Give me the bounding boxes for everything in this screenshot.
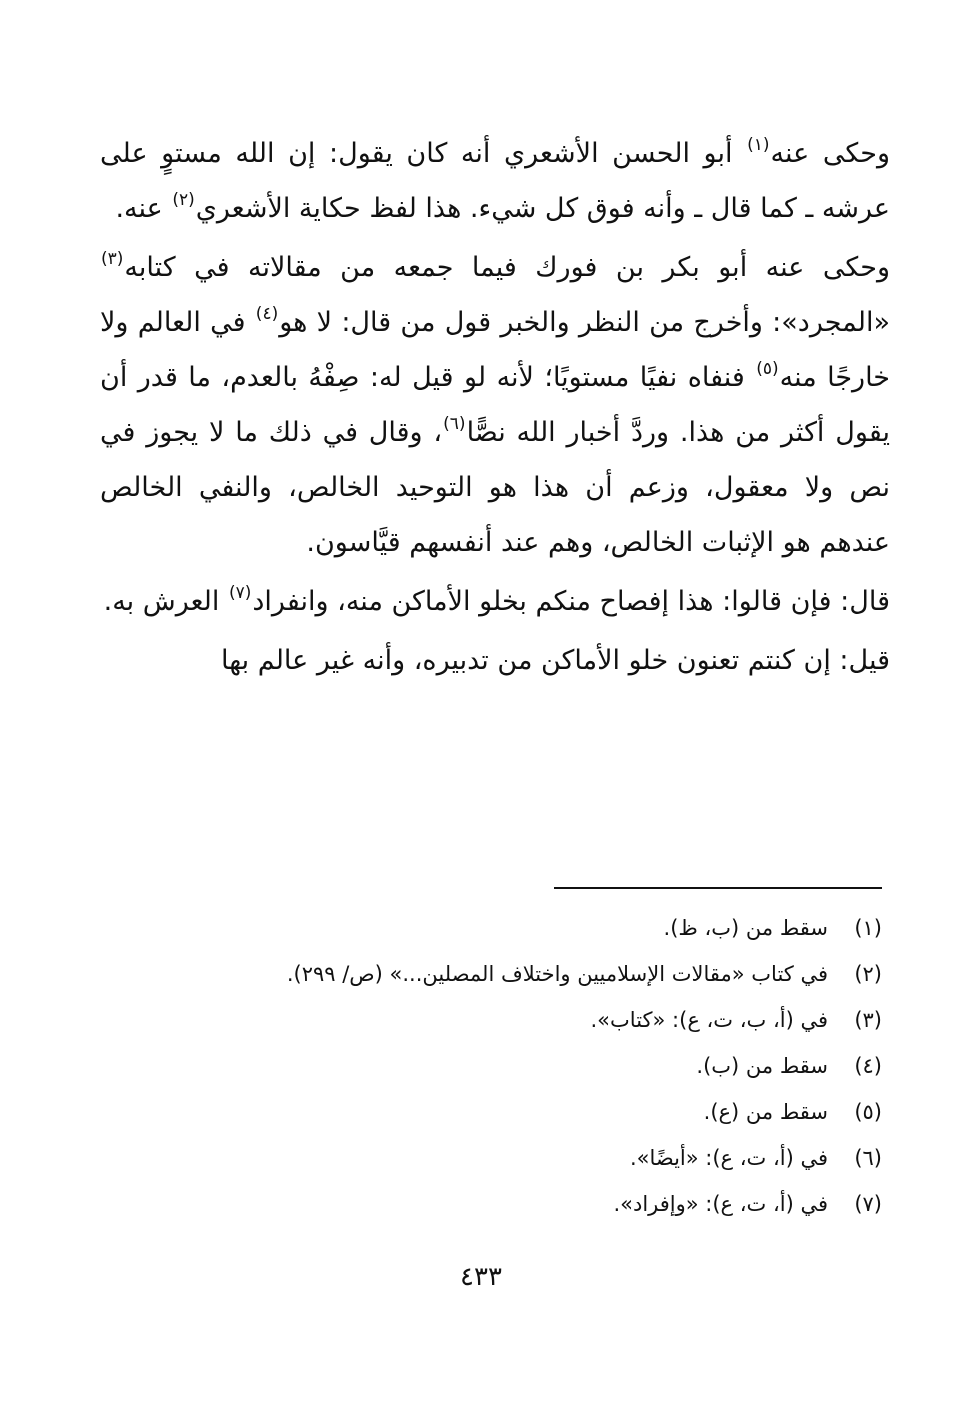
paragraph-2-text: فنفاه نفيًا مستويًا؛ لأنه لو قيل له: صِفْهُ بالعدم، ما قدر أن يقول أكثر من هذا. وردَّ أخبار الله نصًّا (100, 362, 890, 448)
paragraph-1-text: عنه. (115, 193, 172, 224)
paragraph-2-text: ، وقال في ذلك ما لا يجوز في نص ولا معقول، وزعم أن هذا هو التوحيد الخالص، والنفي الخالص عندهم هو الإثبات الخالص، وهم عند أنفسهم قيَّاسون. (100, 417, 890, 558)
footnote-item (182, 1181, 882, 1227)
footnote-ref-7[interactable]: (٧) (228, 583, 252, 603)
paragraph-3-text: قال: فإن قالوا: هذا إفصاح منكم بخلو الأماكن منه، وانفراد (252, 586, 890, 617)
footnotes-list (182, 905, 882, 1227)
footnote-item (182, 1089, 882, 1135)
footnote-text: سقط من (ب). (696, 1054, 828, 1078)
footnote-item (182, 1135, 882, 1181)
paragraph-2-text: «المجرد»: وأخرج من النظر والخبر قول من قال: لا هو (279, 307, 890, 338)
footnote-number: (٣) (854, 1008, 882, 1032)
footnote-text: في (أ، ب، ت، ع): «كتاب». (590, 1008, 828, 1032)
footnote-ref-4[interactable]: (٤) (255, 304, 279, 324)
paragraph-2 (100, 240, 890, 570)
footnote-item (182, 951, 882, 997)
footnote-ref-5[interactable]: (٥) (756, 359, 779, 379)
paragraph-1-text: وحكى عنه (770, 138, 890, 169)
paragraph-3 (100, 574, 890, 629)
footnote-item (182, 905, 882, 951)
footnote-ref-1[interactable]: (١) (747, 135, 770, 155)
footnote-number: (٤) (854, 1054, 882, 1078)
footnote-number: (٦) (854, 1146, 882, 1170)
footnote-text: في (أ، ت، ع): «وإفراد». (613, 1192, 828, 1216)
footnote-item (182, 997, 882, 1043)
footnote-number: (٥) (854, 1100, 882, 1124)
paragraph-4 (100, 633, 890, 688)
footnote-item (182, 1043, 882, 1089)
footnote-text: سقط من (ع). (703, 1100, 828, 1124)
footnote-number: (٧) (854, 1192, 882, 1216)
page-number: ٤٣٣ (460, 1262, 502, 1292)
footnote-separator (554, 887, 882, 889)
paragraph-4-text: قيل: إن كنتم تعنون خلو الأماكن من تدبيره، وأنه غير عالم بها (220, 645, 890, 676)
footnote-text: في كتاب «مقالات الإسلاميين واختلاف المصلين...» (ص/ ٢٩٩). (286, 962, 828, 986)
footnote-ref-2[interactable]: (٢) (172, 190, 195, 210)
main-text (100, 126, 890, 688)
footnote-number: (٢) (854, 962, 882, 986)
footnote-number: (١) (854, 916, 882, 940)
paragraph-3-text: العرش به. (103, 586, 228, 617)
paragraph-2-text: في العالم ولا خارجًا منه (100, 307, 890, 393)
footnote-ref-6[interactable]: (٦) (443, 414, 466, 434)
paragraph-1 (100, 126, 890, 236)
footnote-ref-3[interactable]: (٣) (101, 249, 124, 269)
footnote-text: سقط من (ب، ظ). (663, 916, 828, 940)
paragraph-1-text: أبو الحسن الأشعري أنه كان يقول: إن الله مستوٍ على عرشه ـ كما قال ـ وأنه فوق كل شيء. هذا لفظ حكاية الأشعري (100, 138, 890, 224)
footnote-text: في (أ، ت، ع): «أيضًا». (629, 1146, 828, 1170)
paragraph-2-text: وحكى عنه أبو بكر بن فورك فيما جمعه من مقالاته في كتابه (124, 252, 890, 283)
